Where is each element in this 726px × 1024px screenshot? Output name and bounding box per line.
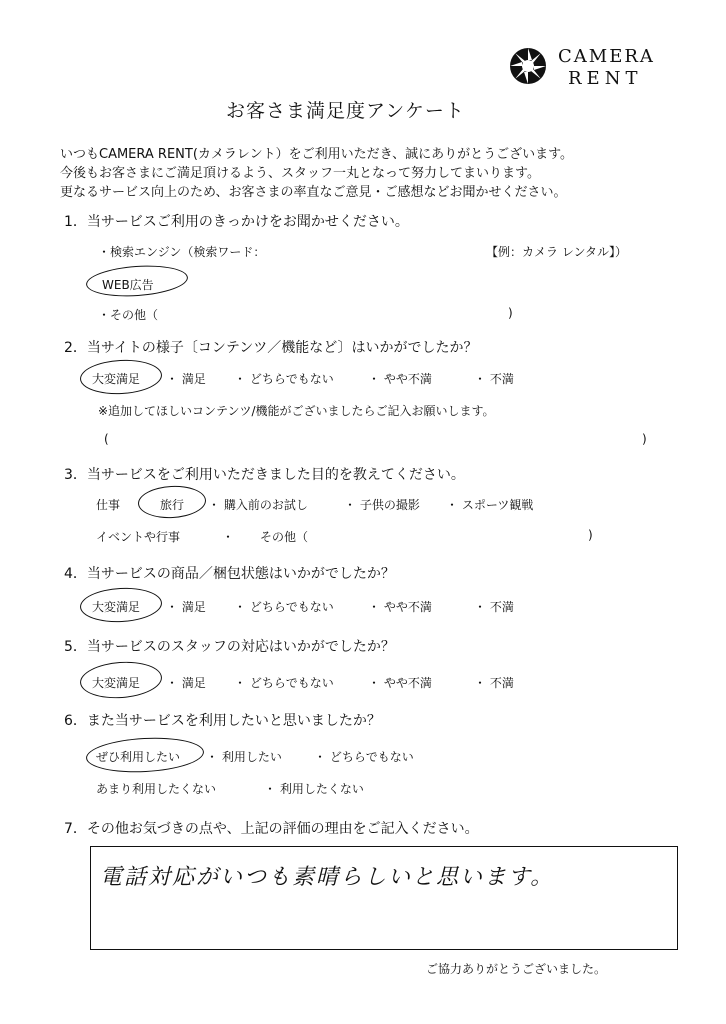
q1-question: 1．当サービスご利用のきっかけをお聞かせください。 (64, 214, 409, 230)
q3-option-trial[interactable]: ・ 購入前のお試し (208, 498, 308, 512)
q7-question: 7．その他お気づきの点や、上記の評価の理由をご記入ください。 (64, 821, 479, 837)
q3-option-other[interactable]: その他（ (260, 530, 309, 544)
q4-question: 4．当サービスの商品／梱包状態はいかがでしたか？ (64, 566, 395, 582)
q1-other-close: ) (508, 306, 513, 320)
q5-option-neutral[interactable]: ・ どちらでもない (234, 676, 334, 690)
q3-close-paren: ) (588, 528, 593, 542)
q2-option-dissatisfied[interactable]: ・ 不満 (474, 372, 514, 386)
q2-option-neutral[interactable]: ・ どちらでもない (234, 372, 334, 386)
q6-option-definitely[interactable]: ぜひ利用したい (96, 750, 181, 764)
page-title: お客さま満足度アンケート (226, 100, 465, 122)
q5-question: 5．当サービスのスタッフの対応はいかがでしたか？ (64, 639, 395, 655)
q2-question: 2．当サイトの様子〔コンテンツ／機能など〕はいかがでしたか？ (64, 340, 478, 356)
q1-other[interactable]: ・その他（ (98, 308, 159, 322)
q3-option-work[interactable]: 仕事 (96, 498, 121, 512)
q5-option-satisfied[interactable]: ・ 満足 (166, 676, 206, 690)
q1-search-engine[interactable]: ・検索エンジン（検索ワード： (98, 245, 266, 259)
q2-open-paren: ( (104, 432, 109, 446)
q4-option-satisfied[interactable]: ・ 満足 (166, 600, 206, 614)
q2-close-paren: ) (642, 432, 647, 446)
q2-option-very-satisfied[interactable]: 大変満足 (92, 372, 141, 386)
intro-line-3: 更なるサービス向上のため、お客さまの率直なご意見・ご感想などお聞かせください。 (60, 185, 567, 200)
q2-option-somewhat-dissatisfied[interactable]: ・ やや不満 (368, 372, 432, 386)
q6-option-no[interactable]: ・ 利用したくない (264, 782, 364, 796)
logo-line2: RENT (568, 68, 643, 89)
intro-line-2: 今後もお客さまにご満足頂けるよう、スタッフ一丸となって努力してまいります。 (60, 166, 540, 181)
q4-option-dissatisfied[interactable]: ・ 不満 (474, 600, 514, 614)
logo-line1: CAMERA (558, 46, 655, 67)
q5-option-dissatisfied[interactable]: ・ 不満 (474, 676, 514, 690)
q6-option-neutral[interactable]: ・ どちらでもない (314, 750, 414, 764)
q4-option-very-satisfied[interactable]: 大変満足 (92, 600, 141, 614)
q3-separator: ・ (222, 530, 235, 544)
q5-option-somewhat-dissatisfied[interactable]: ・ やや不満 (368, 676, 432, 690)
q6-question: 6．また当サービスを利用したいと思いましたか？ (64, 713, 381, 729)
q4-option-somewhat-dissatisfied[interactable]: ・ やや不満 (368, 600, 432, 614)
q5-option-very-satisfied[interactable]: 大変満足 (92, 676, 141, 690)
intro-line-1: いつもCAMERA RENT(カメラレント）をご利用いただき、誠にありがとうございます。 (60, 147, 574, 162)
q2-option-satisfied[interactable]: ・ 満足 (166, 372, 206, 386)
q2-note: ※追加してほしいコンテンツ/機能がございましたらご記入お願いします。 (98, 404, 495, 418)
q3-option-sports[interactable]: ・ スポーツ観戦 (446, 498, 534, 512)
q3-option-kids[interactable]: ・ 子供の撮影 (344, 498, 420, 512)
q1-web-ad[interactable]: WEB広告 (102, 278, 154, 292)
q6-option-not-really[interactable]: あまり利用したくない (96, 782, 217, 796)
q6-option-yes[interactable]: ・ 利用したい (206, 750, 282, 764)
camera-aperture-logo-icon (508, 46, 548, 86)
q4-option-neutral[interactable]: ・ どちらでもない (234, 600, 334, 614)
q3-option-travel[interactable]: 旅行 (160, 498, 185, 512)
q7-handwritten-answer: 電話対応がいつも素晴らしいと思います。 (100, 865, 555, 890)
q3-option-event[interactable]: イベントや行事 (96, 530, 181, 544)
footer-thanks: ご協力ありがとうございました。 (426, 962, 607, 976)
q1-example: 【例：カメラ レンタル】） (486, 245, 628, 259)
q3-question: 3．当サービスをご利用いただきました目的を教えてください。 (64, 467, 465, 483)
